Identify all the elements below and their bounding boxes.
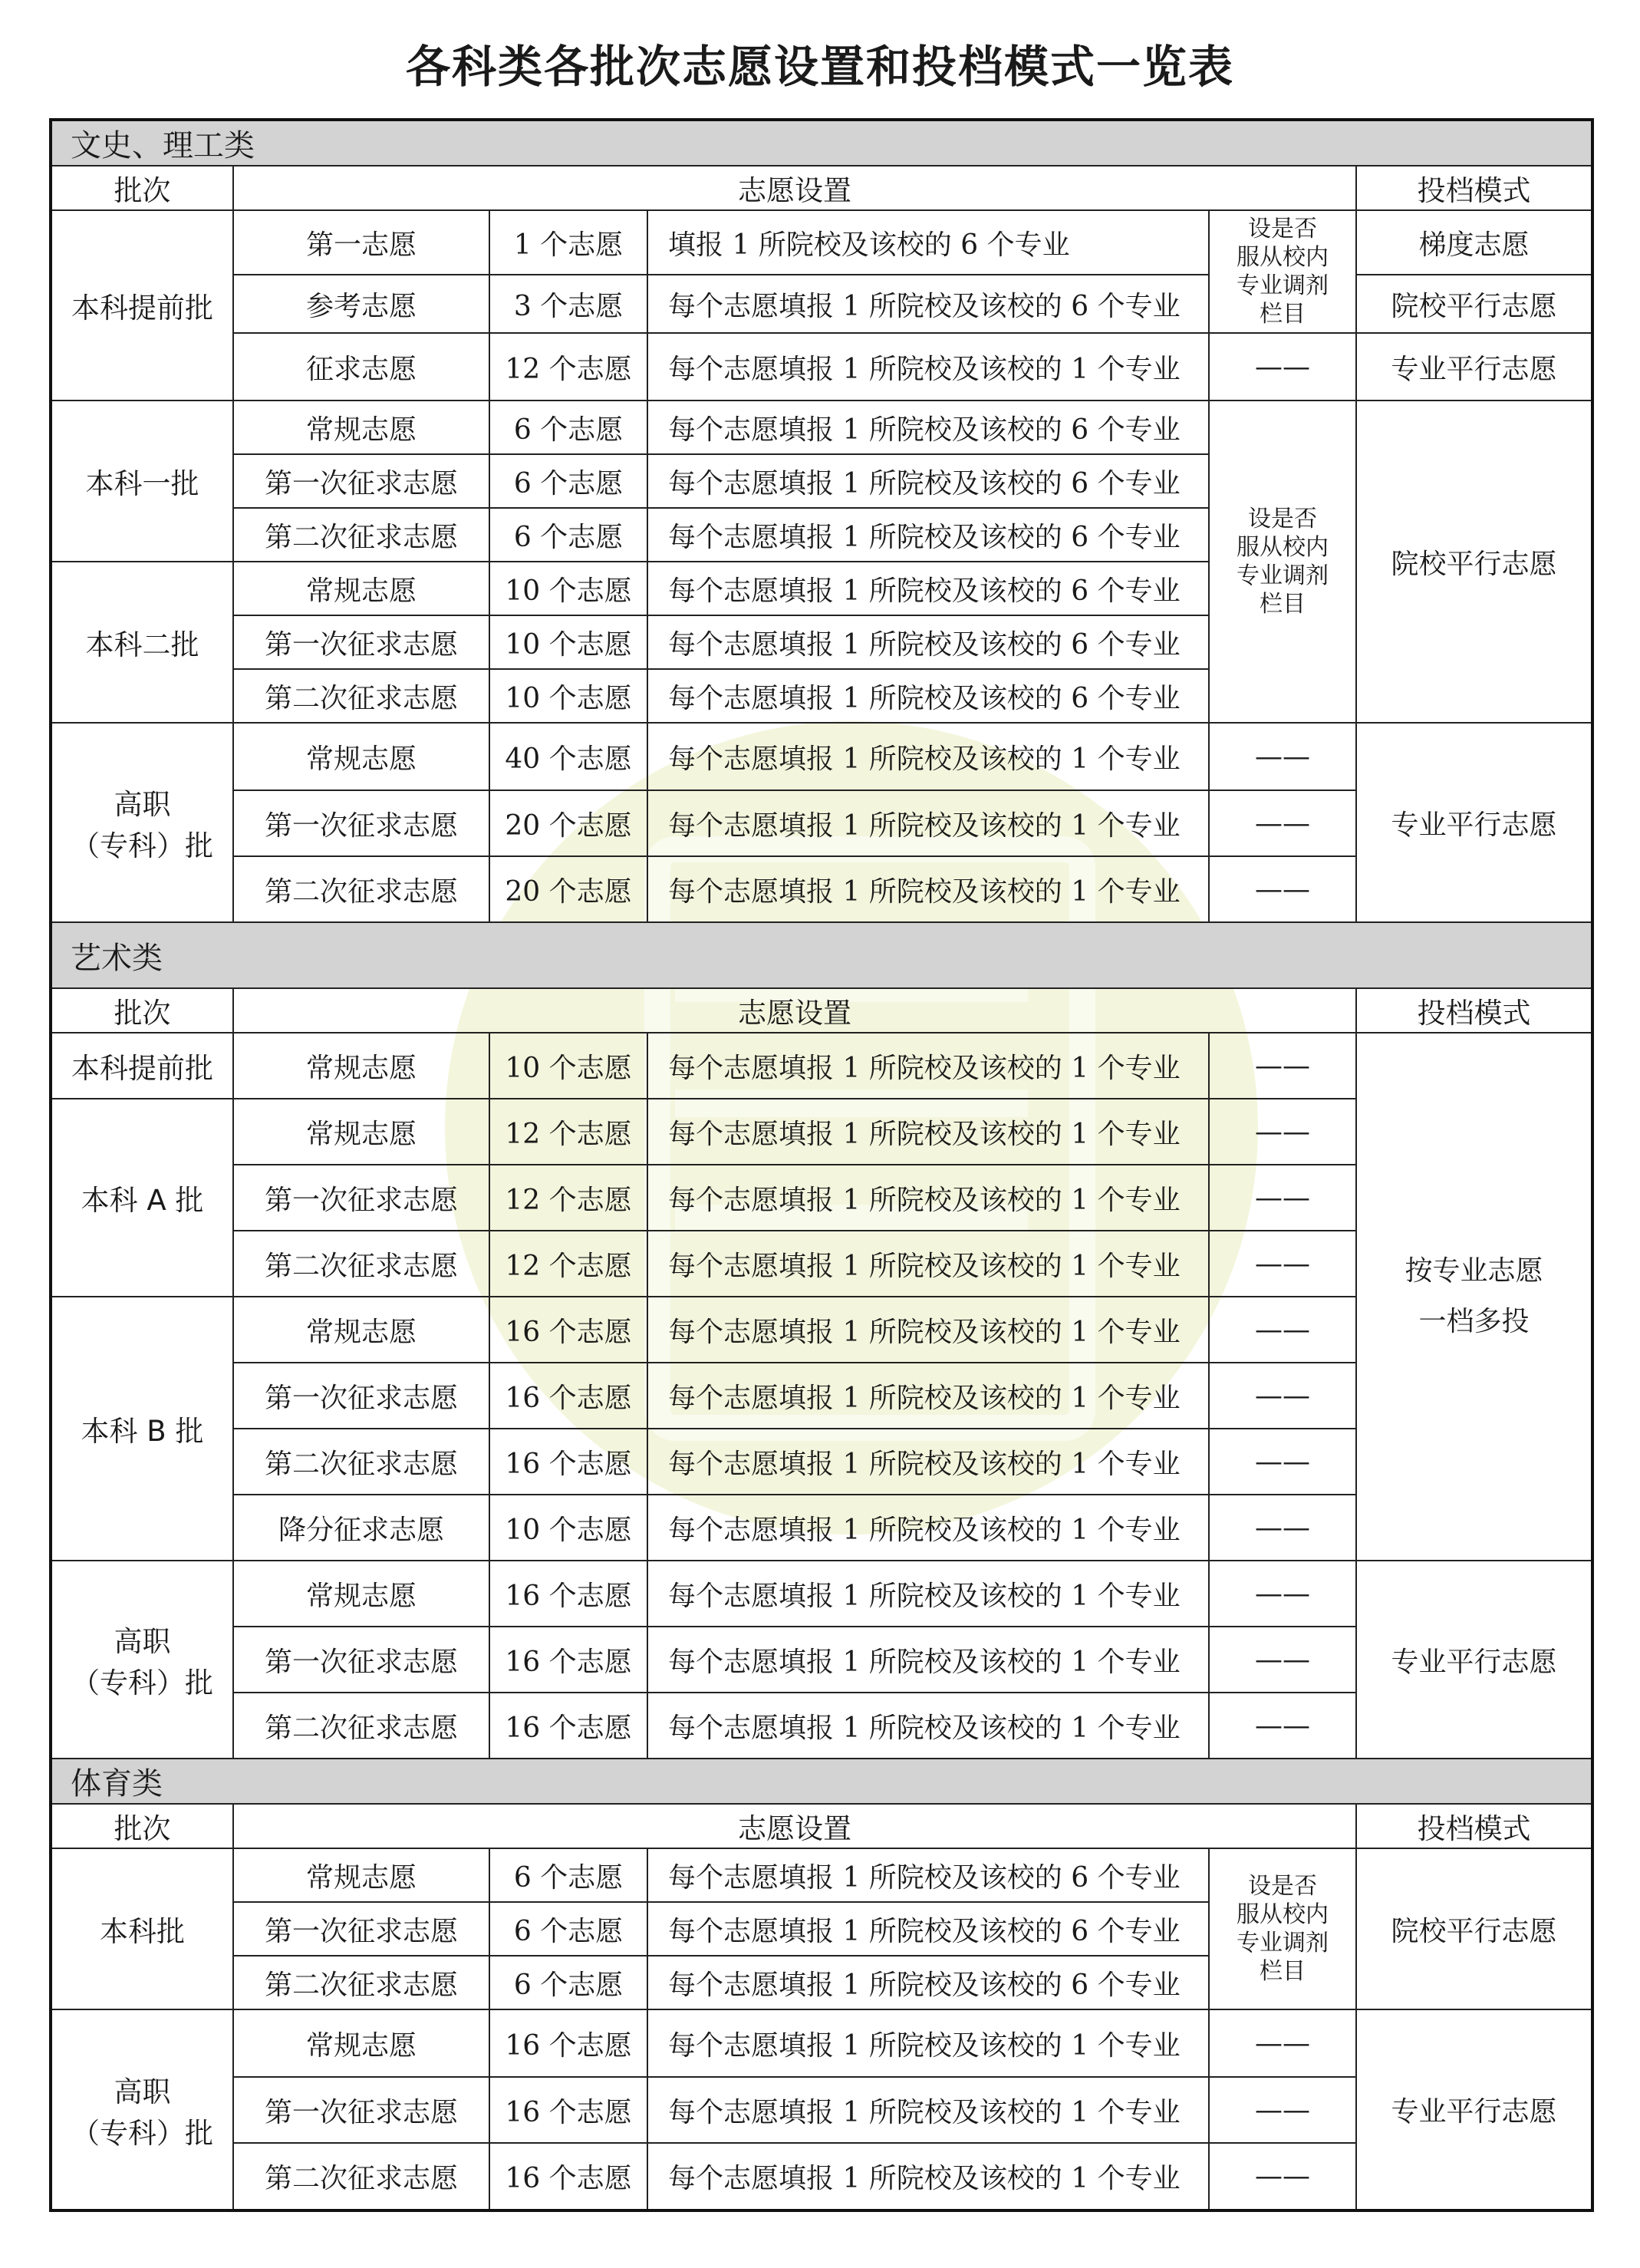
dash-cell: —— xyxy=(1209,1297,1356,1363)
volunteer-type: 第二次征求志愿 xyxy=(233,508,489,562)
volunteer-type: 第一次征求志愿 xyxy=(233,790,489,856)
volunteer-count: 16 个志愿 xyxy=(489,1561,647,1627)
page-title: 各科类各批次志愿设置和投档模式一览表 xyxy=(405,41,1234,93)
volunteer-description: 每个志愿填报 1 所院校及该校的 6 个专业 xyxy=(647,562,1209,615)
volunteer-description: 每个志愿填报 1 所院校及该校的 6 个专业 xyxy=(647,1956,1209,2009)
admission-mode: 院校平行志愿 xyxy=(1356,1848,1592,2009)
volunteer-count: 3 个志愿 xyxy=(489,275,647,333)
dash-cell: —— xyxy=(1209,1627,1356,1693)
dash-cell: —— xyxy=(1209,1363,1356,1429)
volunteer-count: 6 个志愿 xyxy=(489,1902,647,1956)
volunteer-table xyxy=(49,118,1594,2212)
batch-cell: 高职 （专科）批 xyxy=(51,1561,233,1759)
volunteer-count: 40 个志愿 xyxy=(489,723,647,790)
volunteer-count: 12 个志愿 xyxy=(489,1165,647,1231)
volunteer-count: 20 个志愿 xyxy=(489,790,647,856)
column-header-batch: 批次 xyxy=(51,988,233,1033)
volunteer-count: 6 个志愿 xyxy=(489,1848,647,1902)
column-header-mode: 投档模式 xyxy=(1356,166,1592,210)
volunteer-description: 每个志愿填报 1 所院校及该校的 6 个专业 xyxy=(647,1848,1209,1902)
volunteer-type: 参考志愿 xyxy=(233,275,489,333)
volunteer-description: 每个志愿填报 1 所院校及该校的 1 个专业 xyxy=(647,1231,1209,1297)
volunteer-type: 第二次征求志愿 xyxy=(233,1429,489,1495)
dash-cell: —— xyxy=(1209,1033,1356,1099)
dash-cell: —— xyxy=(1209,2077,1356,2143)
volunteer-type: 常规志愿 xyxy=(233,723,489,790)
volunteer-count: 6 个志愿 xyxy=(489,454,647,508)
volunteer-description: 每个志愿填报 1 所院校及该校的 1 个专业 xyxy=(647,1033,1209,1099)
volunteer-count: 16 个志愿 xyxy=(489,1297,647,1363)
dash-cell: —— xyxy=(1209,1231,1356,1297)
volunteer-description: 每个志愿填报 1 所院校及该校的 1 个专业 xyxy=(647,1297,1209,1363)
admission-mode: 梯度志愿 xyxy=(1356,210,1592,275)
dash-cell: —— xyxy=(1209,723,1356,790)
table-row xyxy=(51,401,1592,454)
volunteer-type: 第二次征求志愿 xyxy=(233,1231,489,1297)
volunteer-description: 每个志愿填报 1 所院校及该校的 1 个专业 xyxy=(647,2077,1209,2143)
volunteer-count: 6 个志愿 xyxy=(489,401,647,454)
volunteer-description: 每个志愿填报 1 所院校及该校的 1 个专业 xyxy=(647,1165,1209,1231)
adjust-note: 设是否 服从校内 专业调剂 栏目 xyxy=(1209,1848,1356,2009)
volunteer-count: 1 个志愿 xyxy=(489,210,647,275)
adjust-note: 设是否 服从校内 专业调剂 栏目 xyxy=(1209,401,1356,723)
volunteer-description: 每个志愿填报 1 所院校及该校的 1 个专业 xyxy=(647,790,1209,856)
volunteer-type: 常规志愿 xyxy=(233,562,489,615)
volunteer-type: 常规志愿 xyxy=(233,1561,489,1627)
volunteer-count: 12 个志愿 xyxy=(489,333,647,401)
volunteer-count: 10 个志愿 xyxy=(489,1033,647,1099)
volunteer-description: 每个志愿填报 1 所院校及该校的 1 个专业 xyxy=(647,1561,1209,1627)
column-header-batch: 批次 xyxy=(51,1804,233,1848)
dash-cell: —— xyxy=(1209,1429,1356,1495)
volunteer-type: 第二次征求志愿 xyxy=(233,669,489,723)
volunteer-type: 第二次征求志愿 xyxy=(233,856,489,922)
batch-cell: 本科提前批 xyxy=(51,210,233,401)
batch-cell: 高职 （专科）批 xyxy=(51,723,233,922)
volunteer-count: 20 个志愿 xyxy=(489,856,647,922)
volunteer-description: 每个志愿填报 1 所院校及该校的 1 个专业 xyxy=(647,1693,1209,1759)
dash-cell: —— xyxy=(1209,1561,1356,1627)
volunteer-type: 第一次征求志愿 xyxy=(233,454,489,508)
volunteer-count: 10 个志愿 xyxy=(489,562,647,615)
table-row xyxy=(51,1848,1592,1902)
volunteer-description: 填报 1 所院校及该校的 6 个专业 xyxy=(647,210,1209,275)
table-row xyxy=(51,333,1592,401)
dash-cell: —— xyxy=(1209,2009,1356,2077)
volunteer-count: 12 个志愿 xyxy=(489,1099,647,1165)
column-header-mode: 投档模式 xyxy=(1356,1804,1592,1848)
dash-cell: —— xyxy=(1209,790,1356,856)
volunteer-count: 6 个志愿 xyxy=(489,508,647,562)
dash-cell: —— xyxy=(1209,1099,1356,1165)
volunteer-description: 每个志愿填报 1 所院校及该校的 1 个专业 xyxy=(647,1627,1209,1693)
volunteer-type: 常规志愿 xyxy=(233,1033,489,1099)
volunteer-count: 16 个志愿 xyxy=(489,1627,647,1693)
volunteer-description: 每个志愿填报 1 所院校及该校的 6 个专业 xyxy=(647,275,1209,333)
admission-mode: 专业平行志愿 xyxy=(1356,2009,1592,2210)
section-title-art: 艺术类 xyxy=(51,922,1592,988)
volunteer-count: 16 个志愿 xyxy=(489,1363,647,1429)
volunteer-count: 10 个志愿 xyxy=(489,615,647,669)
volunteer-description: 每个志愿填报 1 所院校及该校的 1 个专业 xyxy=(647,1429,1209,1495)
dash-cell: —— xyxy=(1209,2143,1356,2210)
column-header-mode: 投档模式 xyxy=(1356,988,1592,1033)
dash-cell: —— xyxy=(1209,333,1356,401)
table-row xyxy=(51,723,1592,790)
volunteer-type: 征求志愿 xyxy=(233,333,489,401)
volunteer-description: 每个志愿填报 1 所院校及该校的 6 个专业 xyxy=(647,508,1209,562)
dash-cell: —— xyxy=(1209,1693,1356,1759)
batch-cell: 本科一批 xyxy=(51,401,233,562)
admission-mode: 院校平行志愿 xyxy=(1356,275,1592,333)
volunteer-type: 常规志愿 xyxy=(233,1297,489,1363)
volunteer-type: 第二次征求志愿 xyxy=(233,1956,489,2009)
table-row xyxy=(51,210,1592,275)
batch-cell: 本科提前批 xyxy=(51,1033,233,1099)
volunteer-description: 每个志愿填报 1 所院校及该校的 6 个专业 xyxy=(647,401,1209,454)
volunteer-type: 第一次征求志愿 xyxy=(233,1165,489,1231)
volunteer-type: 第一次征求志愿 xyxy=(233,615,489,669)
volunteer-type: 常规志愿 xyxy=(233,1099,489,1165)
volunteer-type: 常规志愿 xyxy=(233,2009,489,2077)
volunteer-description: 每个志愿填报 1 所院校及该校的 1 个专业 xyxy=(647,2143,1209,2210)
volunteer-count: 10 个志愿 xyxy=(489,669,647,723)
volunteer-description: 每个志愿填报 1 所院校及该校的 1 个专业 xyxy=(647,856,1209,922)
volunteer-count: 16 个志愿 xyxy=(489,1429,647,1495)
volunteer-type: 第一次征求志愿 xyxy=(233,1902,489,1956)
volunteer-description: 每个志愿填报 1 所院校及该校的 6 个专业 xyxy=(647,615,1209,669)
volunteer-count: 16 个志愿 xyxy=(489,1693,647,1759)
admission-mode: 专业平行志愿 xyxy=(1356,1561,1592,1759)
volunteer-description: 每个志愿填报 1 所院校及该校的 1 个专业 xyxy=(647,1363,1209,1429)
column-header-setting: 志愿设置 xyxy=(233,166,1356,210)
volunteer-count: 10 个志愿 xyxy=(489,1495,647,1561)
volunteer-type: 第一次征求志愿 xyxy=(233,1363,489,1429)
table-row xyxy=(51,1561,1592,1627)
column-header-batch: 批次 xyxy=(51,166,233,210)
volunteer-type: 第一次征求志愿 xyxy=(233,1627,489,1693)
volunteer-description: 每个志愿填报 1 所院校及该校的 1 个专业 xyxy=(647,723,1209,790)
section-title-sports: 体育类 xyxy=(51,1759,1592,1804)
volunteer-type: 常规志愿 xyxy=(233,401,489,454)
volunteer-type: 第一次征求志愿 xyxy=(233,2077,489,2143)
table-row xyxy=(51,2009,1592,2077)
volunteer-description: 每个志愿填报 1 所院校及该校的 1 个专业 xyxy=(647,1495,1209,1561)
volunteer-type: 常规志愿 xyxy=(233,1848,489,1902)
volunteer-count: 16 个志愿 xyxy=(489,2143,647,2210)
admission-mode: 专业平行志愿 xyxy=(1356,723,1592,922)
volunteer-description: 每个志愿填报 1 所院校及该校的 1 个专业 xyxy=(647,1099,1209,1165)
batch-cell: 本科 B 批 xyxy=(51,1297,233,1561)
volunteer-count: 16 个志愿 xyxy=(489,2009,647,2077)
dash-cell: —— xyxy=(1209,1165,1356,1231)
adjust-note: 设是否 服从校内 专业调剂 栏目 xyxy=(1209,210,1356,333)
volunteer-count: 16 个志愿 xyxy=(489,2077,647,2143)
batch-cell: 本科二批 xyxy=(51,562,233,723)
admission-mode: 专业平行志愿 xyxy=(1356,333,1592,401)
admission-mode: 院校平行志愿 xyxy=(1356,401,1592,723)
batch-cell: 高职 （专科）批 xyxy=(51,2009,233,2210)
batch-cell: 本科 A 批 xyxy=(51,1099,233,1297)
volunteer-type: 第一志愿 xyxy=(233,210,489,275)
volunteer-description: 每个志愿填报 1 所院校及该校的 6 个专业 xyxy=(647,1902,1209,1956)
batch-cell: 本科批 xyxy=(51,1848,233,2009)
volunteer-description: 每个志愿填报 1 所院校及该校的 1 个专业 xyxy=(647,2009,1209,2077)
dash-cell: —— xyxy=(1209,1495,1356,1561)
volunteer-description: 每个志愿填报 1 所院校及该校的 6 个专业 xyxy=(647,669,1209,723)
volunteer-description: 每个志愿填报 1 所院校及该校的 1 个专业 xyxy=(647,333,1209,401)
volunteer-description: 每个志愿填报 1 所院校及该校的 6 个专业 xyxy=(647,454,1209,508)
volunteer-type: 降分征求志愿 xyxy=(233,1495,489,1561)
table-row xyxy=(51,275,1592,333)
column-header-setting: 志愿设置 xyxy=(233,988,1356,1033)
section-title-wenshi-ligong: 文史、理工类 xyxy=(51,120,1592,166)
column-header-setting: 志愿设置 xyxy=(233,1804,1356,1848)
volunteer-count: 12 个志愿 xyxy=(489,1231,647,1297)
table-row xyxy=(51,1033,1592,1099)
dash-cell: —— xyxy=(1209,856,1356,922)
volunteer-count: 6 个志愿 xyxy=(489,1956,647,2009)
volunteer-type: 第二次征求志愿 xyxy=(233,1693,489,1759)
volunteer-type: 第二次征求志愿 xyxy=(233,2143,489,2210)
admission-mode: 按专业志愿 一档多投 xyxy=(1356,1033,1592,1561)
